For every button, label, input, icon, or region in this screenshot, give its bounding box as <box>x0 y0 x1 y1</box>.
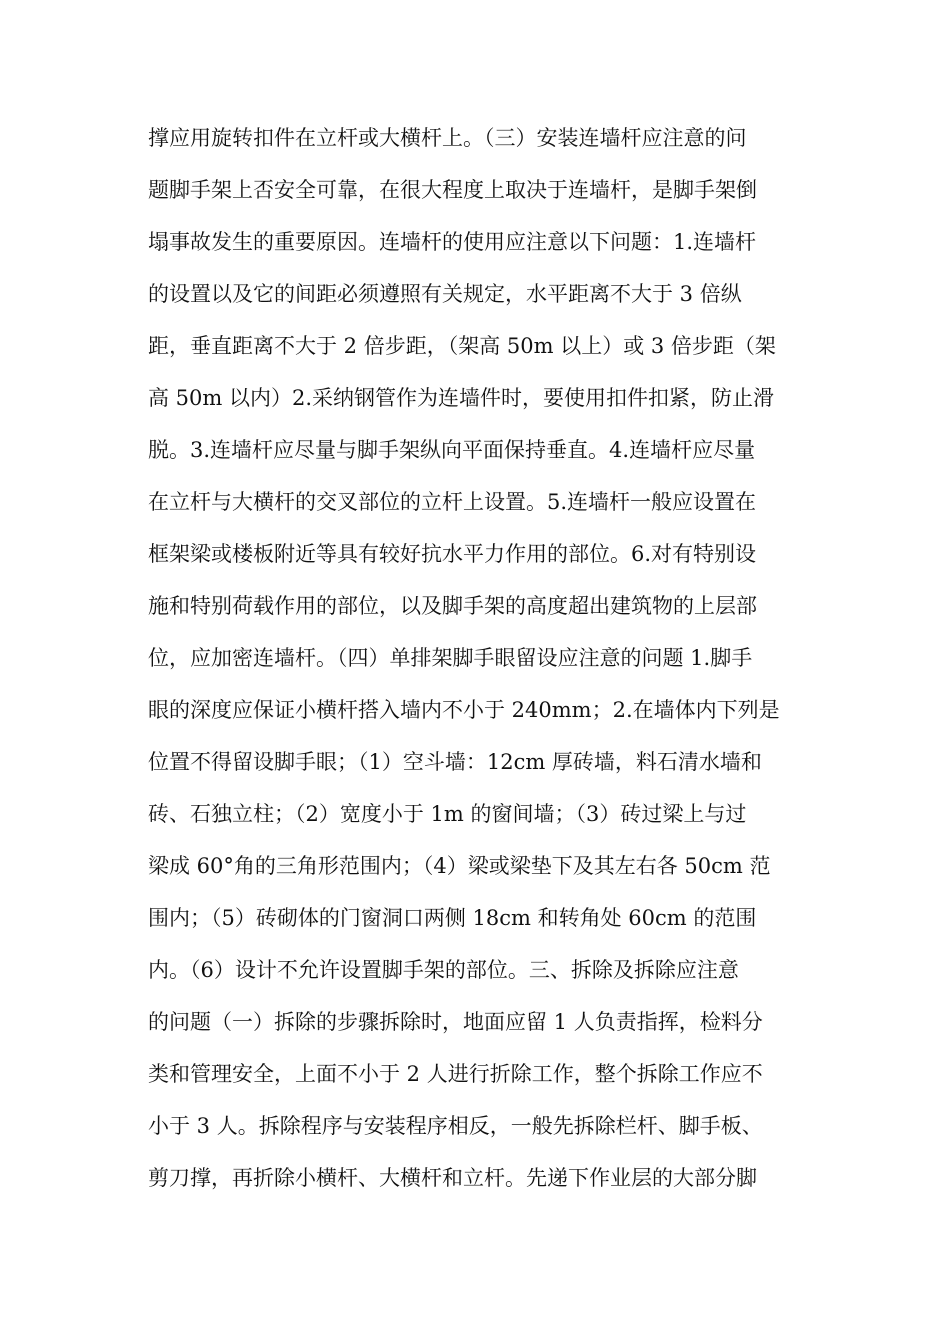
text-line: 围内；（5）砖砌体的门窗洞口两侧 18cm 和转角处 60cm 的范围 <box>148 906 757 930</box>
text-line: 剪刀撑，再折除小横杆、大横杆和立杆。先递下作业层的大部分脚 <box>148 1166 757 1190</box>
text-line: 施和特别荷载作用的部位，以及脚手架的高度超出建筑物的上层部 <box>148 594 757 618</box>
body-text <box>148 116 808 1208</box>
text-line: 小于 3 人。拆除程序与安装程序相反，一般先拆除栏杆、脚手板、 <box>148 1114 763 1138</box>
text-line: 题脚手架上否安全可靠，在很大程度上取决于连墙杆，是脚手架倒 <box>148 178 757 202</box>
text-line: 梁成 60°角的三角形范围内；（4）梁或梁垫下及其左右各 50cm 范 <box>148 854 771 878</box>
text-line: 的问题（一）拆除的步骤拆除时，地面应留 1 人负责指挥，检料分 <box>148 1010 763 1034</box>
text-line: 砖、石独立柱；（2）宽度小于 1m 的窗间墙；（3）砖过梁上与过 <box>148 802 747 826</box>
text-line: 的设置以及它的间距必须遵照有关规定，水平距离不大于 3 倍纵 <box>148 282 742 306</box>
text-line: 高 50m 以内）2.采纳钢管作为连墙件时，要使用扣件扣紧，防止滑 <box>148 386 775 410</box>
text-line: 塌事故发生的重要原因。连墙杆的使用应注意以下问题：1.连墙杆 <box>148 230 757 254</box>
text-line: 距，垂直距离不大于 2 倍步距，（架高 50m 以上）或 3 倍步距（架 <box>148 334 776 358</box>
text-line: 内。（6）设计不允许设置脚手架的部位。三、拆除及拆除应注意 <box>148 958 739 982</box>
text-line: 位，应加密连墙杆。（四）单排架脚手眼留设应注意的问题 1.脚手 <box>148 646 753 670</box>
text-line: 脱。3.连墙杆应尽量与脚手架纵向平面保持垂直。4.连墙杆应尽量 <box>148 438 756 462</box>
text-line: 撑应用旋转扣件在立杆或大横杆上。（三）安装连墙杆应注意的问 <box>148 126 747 150</box>
text-line: 眼的深度应保证小横杆搭入墙内不小于 240mm；2.在墙体内下列是 <box>148 698 780 722</box>
text-line: 框架梁或楼板附近等具有较好抗水平力作用的部位。6.对有特别设 <box>148 542 757 566</box>
text-line: 在立杆与大横杆的交叉部位的立杆上设置。5.连墙杆一般应设置在 <box>148 490 757 514</box>
text-line: 位置不得留设脚手眼；（1）空斗墙：12cm 厚砖墙，料石清水墙和 <box>148 750 762 774</box>
text-line: 类和管理安全，上面不小于 2 人进行折除工作，整个拆除工作应不 <box>148 1062 763 1086</box>
